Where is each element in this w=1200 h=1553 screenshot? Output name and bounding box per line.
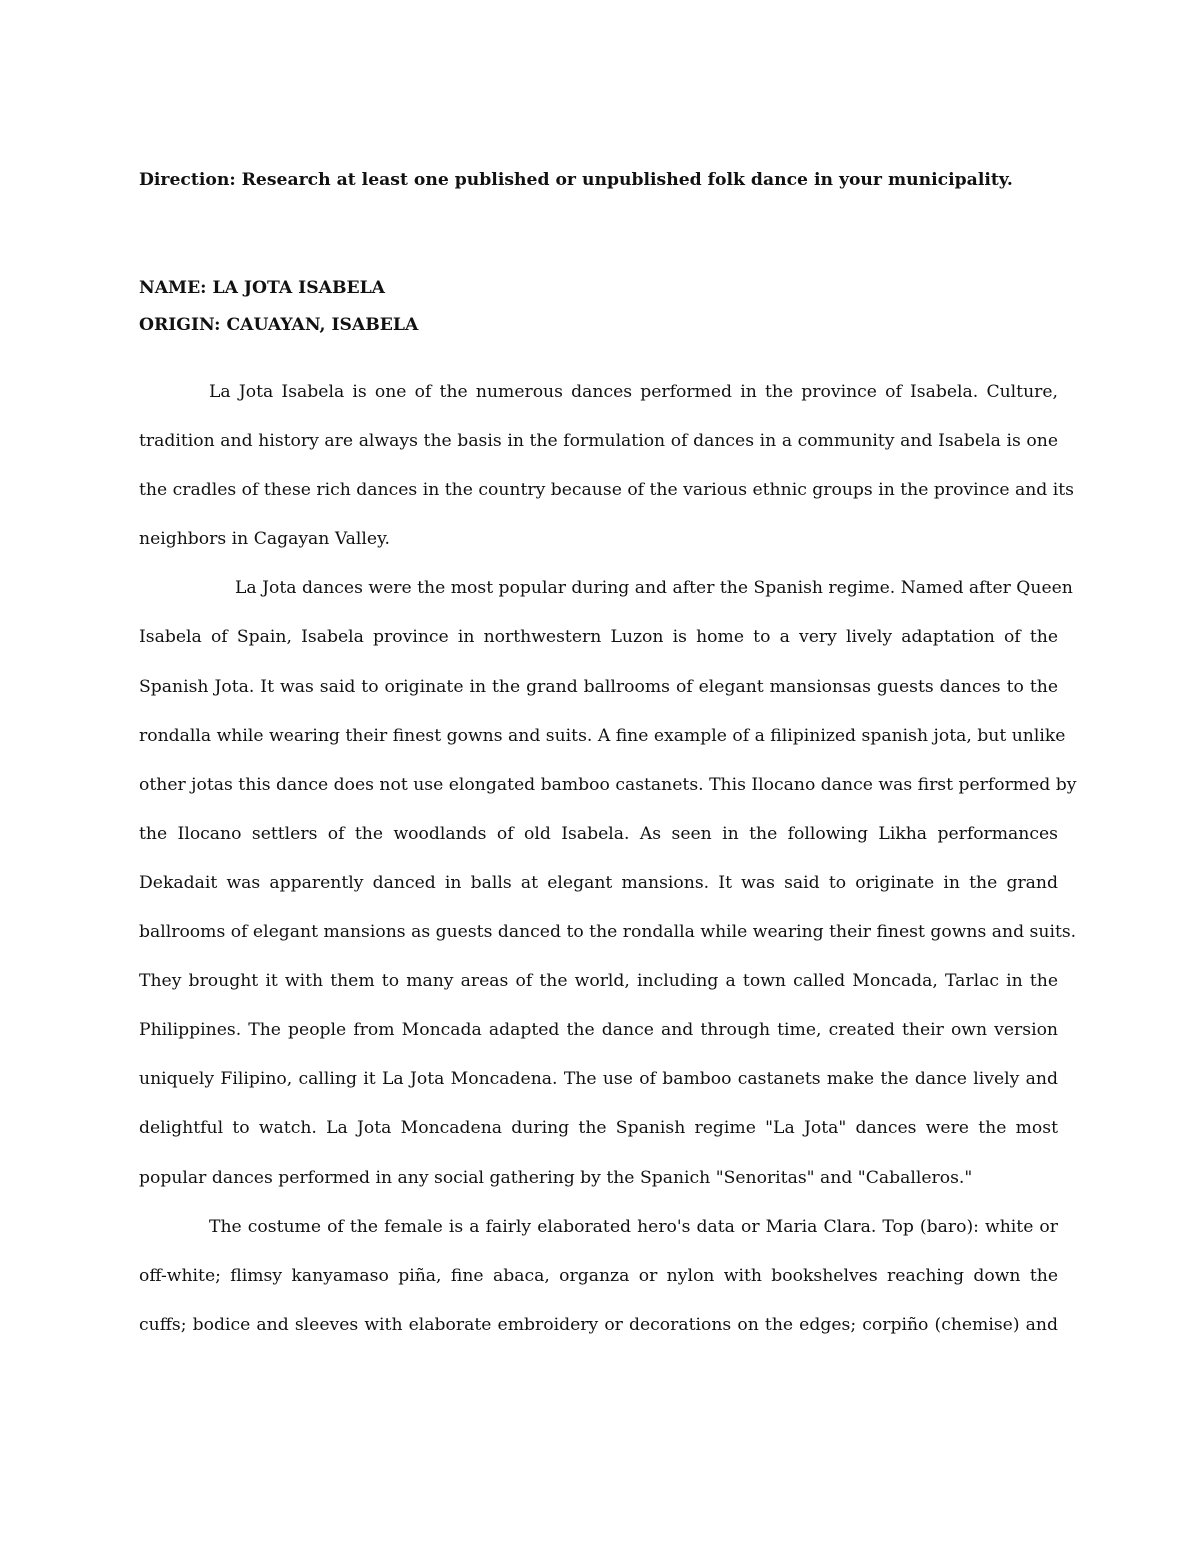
paragraph-1-line: the cradles of these rich dances in the country because of the various ethnic groups in the province and its (139, 480, 1074, 501)
paragraph-2-line: They brought it with them to many areas of the world, including a town called Moncada, Tarlac in the (139, 971, 1058, 992)
paragraph-2-line: other jotas this dance does not use elongated bamboo castanets. This Ilocano dance was first performed by (139, 774, 1077, 795)
paragraph-2-line: Philippines. The people from Moncada adapted the dance and through time, created their own version (139, 1020, 1058, 1041)
paragraph-2-line: the Ilocano settlers of the woodlands of old Isabela. As seen in the following Likha performances (139, 823, 1058, 844)
dance-info (139, 270, 418, 344)
paragraph-3-line: cuffs; bodice and sleeves with elaborate embroidery or decorations on the edges; corpiño (chemise) and (139, 1314, 1058, 1335)
paragraph-2-line: Spanish Jota. It was said to originate in the grand ballrooms of elegant mansionsas guests dances to the (139, 676, 1058, 697)
paragraph-2-line: La Jota dances were the most popular during and after the Spanish regime. Named after Queen (235, 578, 1073, 599)
paragraph-2-line: ballrooms of elegant mansions as guests danced to the rondalla while wearing their finest gowns and suits. (139, 922, 1077, 943)
paragraph-1-line: La Jota Isabela is one of the numerous dances performed in the province of Isabela. Culture, (209, 382, 1058, 402)
paragraph-1-line: tradition and history are always the basis in the formulation of dances in a community and Isabela is one (139, 431, 1058, 452)
paragraph-1-line: neighbors in Cagayan Valley. (139, 529, 390, 550)
dance-origin: ORIGIN: CAUAYAN, ISABELA (139, 315, 419, 335)
paragraph-2-line: Dekadait was apparently danced in balls at elegant mansions. It was said to originate in the grand (139, 872, 1058, 893)
dance-name: NAME: LA JOTA ISABELA (139, 278, 386, 298)
paragraph-3-line: off-white; flimsy kanyamaso piña, fine abaca, organza or nylon with bookshelves reaching down the (139, 1265, 1058, 1286)
paragraph-2-line: rondalla while wearing their finest gowns and suits. A fine example of a filipinized spanish jota, but unlike (139, 725, 1066, 746)
paragraph-2-line: Isabela of Spain, Isabela province in northwestern Luzon is home to a very lively adaptation of the (139, 627, 1058, 648)
direction-text: Direction: Research at least one published or unpublished folk dance in your municipality. (139, 170, 1013, 190)
paragraph-2-line: popular dances performed in any social gathering by the Spanich "Senoritas" and "Caballeros." (139, 1167, 973, 1188)
paragraph-2-line: delightful to watch. La Jota Moncadena during the Spanish regime "La Jota" dances were the most (139, 1118, 1058, 1139)
body-text (139, 368, 1077, 1350)
paragraph-2-line: uniquely Filipino, calling it La Jota Moncadena. The use of bamboo castanets make the dance lively and (139, 1069, 1058, 1090)
paragraph-3-line: The costume of the female is a fairly elaborated hero's data or Maria Clara. Top (baro): white or (209, 1216, 1058, 1237)
